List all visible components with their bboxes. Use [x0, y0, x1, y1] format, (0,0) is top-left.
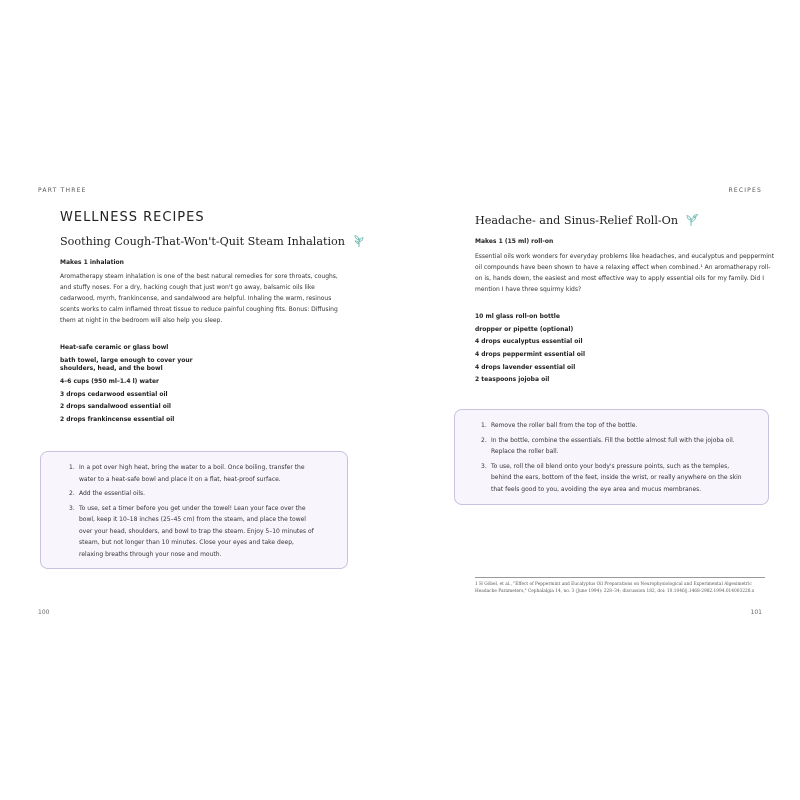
ingredient-item: bath towel, large enough to cover your shoulders, head, and the bowl: [60, 356, 193, 373]
step-text: To use, roll the oil blend onto your body's pressure points, such as the temples, behind the ears, bottom of the feet, inside the wrist, or really anywhere on the skin that feels good to you, avoiding the eye area and mucus membranes.: [491, 462, 742, 493]
steps-list: [481, 420, 751, 498]
ingredient-item: 4 drops peppermint essential oil: [475, 351, 586, 359]
step-number: 2.: [69, 490, 75, 497]
recipe-intro: Essential oils work wonders for everyday problems like headaches, and eucalyptus and peppermint oil compounds have been shown to have a relaxing effect when combined.¹ An aromatherapy roll-on is, hands down, the easiest and most effective way to apply essential oils for my family. Did I mention I have three squirmy kids?: [475, 253, 775, 293]
ingredient-item: 2 teaspoons jojoba oil: [475, 376, 550, 384]
plant-sprig-icon: [685, 213, 699, 230]
footnote-rule: [475, 577, 765, 578]
ingredient-item: 3 drops cedarwood essential oil: [60, 390, 168, 398]
step-item: [69, 462, 319, 485]
recipe-intro: Aromatherapy steam inhalation is one of the best natural remedies for sore throats, coughs, and stuffy noses. For a dry, hacking cough that just won't go away, balsamic oils like cedarwood, myrrh, frankincense, and sandalwood are helpful. Inhaling the warm, resinous scents works to calm inflamed throat tissue to reduce painful coughing fits. Bonus: Diffusing them at night in the bedroom will also help you sleep.: [60, 273, 338, 324]
running-head: RECIPES: [728, 187, 762, 194]
step-text: To use, set a timer before you get under the towel! Lean your face over the bowl, keep it 10–18 inches (25–45 cm) from the steam, and place the towel over your head, shoulders, and bowl to trap the steam. Enjoy 5–10 minutes of steam, but not longer than 10 minutes. Close your eyes and take deep, relaxing breaths through your nose and mouth.: [79, 504, 314, 558]
steps-box: [40, 451, 348, 569]
steps-box: [454, 409, 769, 505]
step-text: In the bottle, combine the essentials. Fill the bottle almost full with the jojoba oil. Replace the roller ball.: [491, 436, 735, 455]
step-number: 3.: [69, 504, 75, 512]
right-page: [400, 0, 800, 800]
step-number: 2.: [481, 436, 487, 444]
recipe-yield: Makes 1 inhalation: [60, 259, 124, 266]
running-head: PART THREE: [38, 187, 87, 194]
recipe-yield: Makes 1 (15 ml) roll-on: [475, 238, 554, 245]
ingredient-item: 2 drops frankincense essential oil: [60, 415, 175, 423]
section-title: WELLNESS RECIPES: [60, 210, 205, 225]
ingredient-list: [60, 344, 200, 429]
step-item: [481, 435, 751, 458]
recipe-title-text: Headache- and Sinus-Relief Roll-On: [475, 214, 679, 227]
step-number: 3.: [481, 462, 487, 470]
ingredient-item: 2 drops sandalwood essential oil: [60, 403, 171, 411]
recipe-title: [475, 213, 699, 230]
ingredient-item: 4 drops lavender essential oil: [475, 363, 576, 371]
page-number: 101: [750, 609, 762, 616]
step-item: [69, 488, 319, 500]
step-item: [481, 420, 751, 432]
step-text: In a pot over high heat, bring the water to a boil. Once boiling, transfer the water to a heat-safe bowl and place it on a flat, heat-proof surface.: [79, 464, 305, 483]
ingredient-item: 4 drops eucalyptus essential oil: [475, 338, 583, 346]
ingredient-item: dropper or pipette (optional): [475, 325, 574, 333]
step-text: Add the essential oils.: [79, 490, 146, 497]
ingredient-item: Heat-safe ceramic or glass bowl: [60, 344, 169, 351]
recipe-title: [60, 234, 366, 251]
ingredient-item: 10 ml glass roll-on bottle: [475, 313, 560, 320]
step-item: [481, 461, 751, 496]
ingredient-item: 4–6 cups (950 ml–1.4 l) water: [60, 377, 159, 385]
page-number: 100: [38, 609, 50, 616]
step-number: 1.: [69, 464, 75, 471]
plant-sprig-icon: [352, 234, 366, 251]
steps-list: [69, 462, 319, 563]
step-number: 1.: [481, 422, 487, 429]
footnote: 1 H Göbel, et al., "Effect of Peppermint and Eucalyptus Oil Preparations on Neurophysiological and Experimental Algesimetric Headache Parameters," Cephalalgia 14, no. 3 (June 1994): 228–34; discussion 182, doi: 10.1046/j.1468-2982.1994.014003228.x: [475, 582, 755, 594]
step-item: [69, 503, 319, 561]
recipe-title-text: Soothing Cough-That-Won't-Quit Steam Inhalation: [60, 235, 346, 248]
ingredient-list: [475, 313, 635, 389]
step-text: Remove the roller ball from the top of the bottle.: [491, 422, 638, 429]
